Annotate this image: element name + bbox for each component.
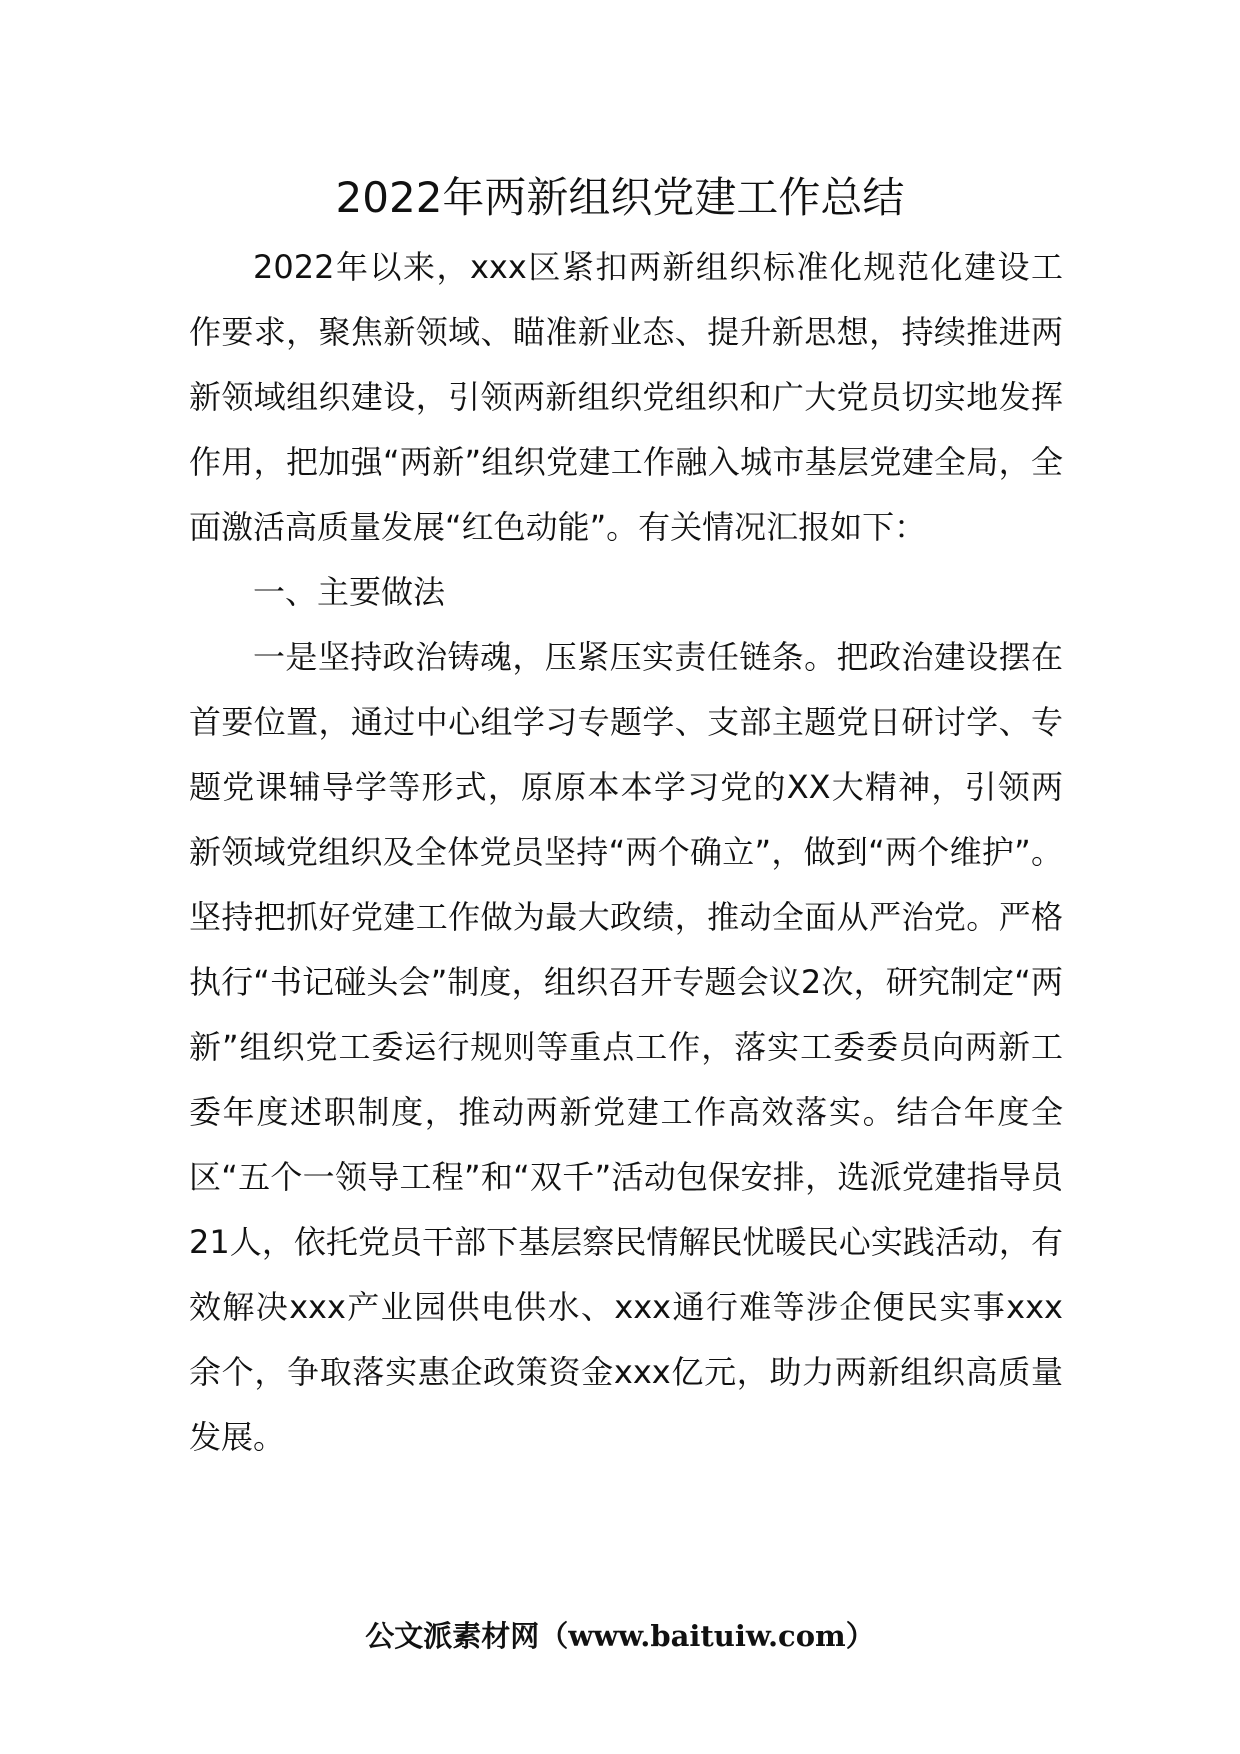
document-title: 2022年两新组织党建工作总结 [335,173,905,222]
paragraph-main: 一是坚持政治铸魂，压紧压实责任链条。把政治建设摆在首要位置，通过中心组学习专题学、支部主题党日研讨学、专题党课辅导学等形式，原原本本学习党的XX大精神，引领两新领域党组织及全体党员坚持“两个确立”，做到“两个维护”。坚持把抓好党建工作做为最大政绩，推动全面从严治党。严格执行“书记碰头会”制度，组织召开专题会议2次，研究制定“两新”组织党工委运行规则等重点工作，落实工委委员向两新工委年度述职制度，推动两新党建工作高效落实。结合年度全区“五个一领导工程”和“双千”活动包保安排，选派党建指导员21人，依托党员干部下基层察民情解民忧暖民心实践活动，有效解决xxx产业园供电供水、xxx通行难等涉企便民实事xxx余个，争取落实惠企政策资金xxx亿元，助力两新组织高质量发展。 [189,638,1063,1456]
section-heading: 一、主要做法 [253,573,446,611]
paragraph-intro: 2022年以来，xxx区紧扣两新组织标准化规范化建设工作要求，聚焦新领域、瞄准新业态、提升新思想，持续推进两新领域组织建设，引领两新组织党组织和广大党员切实地发挥作用，把加强“两新”组织党建工作融入城市基层党建全局，全面激活高质量发展“红色动能”。有关情况汇报如下： [189,248,1063,546]
footer-source: 公文派素材网（www.baituiw.com） [365,1619,875,1653]
document-body [189,235,1063,1470]
